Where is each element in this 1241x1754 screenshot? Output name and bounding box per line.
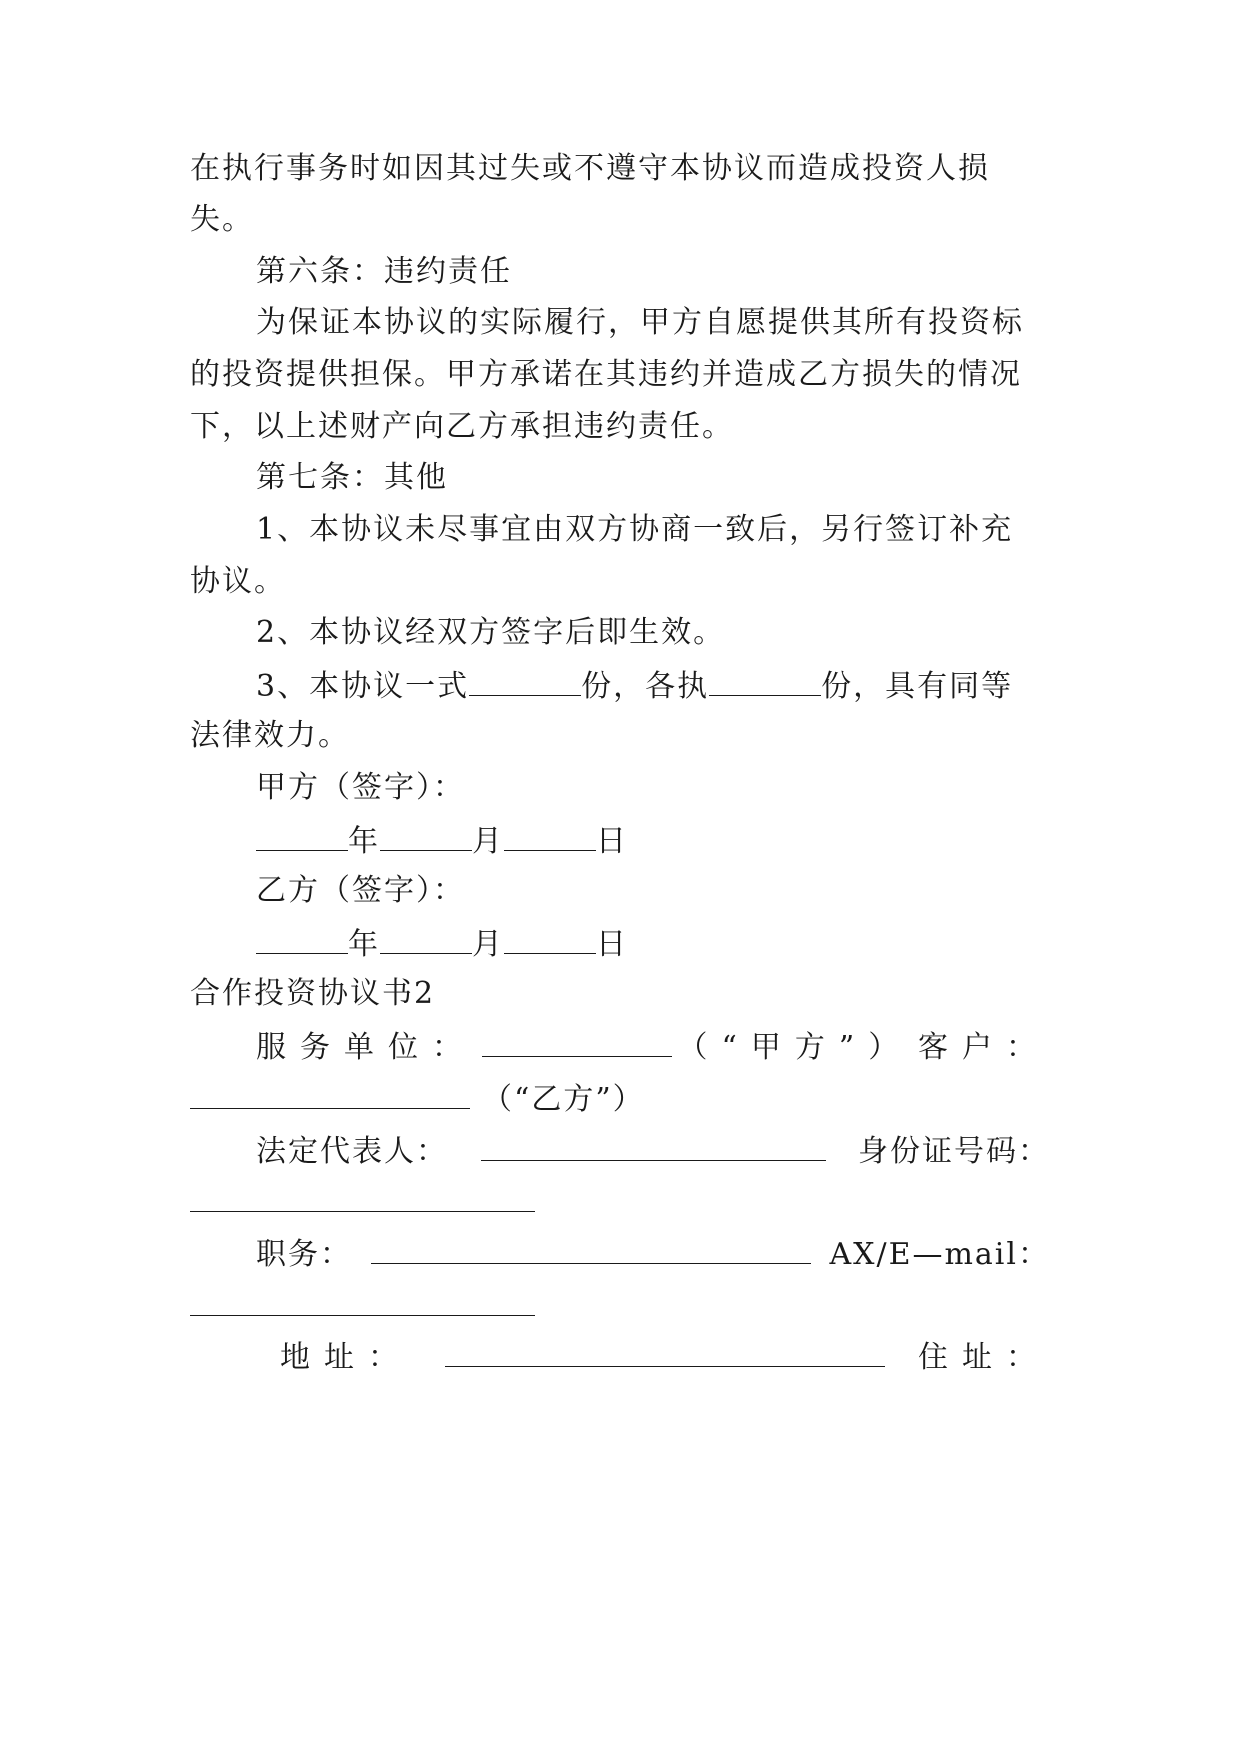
legal-rep-blank[interactable] xyxy=(481,1130,826,1161)
month-label: 月 xyxy=(472,824,504,859)
article-6-text: 的投资提供担保。甲方承诺在其违约并造成乙方损失的情况 xyxy=(190,357,1022,392)
address-blank[interactable] xyxy=(445,1336,885,1367)
client-row xyxy=(190,1078,1050,1120)
copies-total-blank[interactable] xyxy=(469,665,581,696)
client-blank[interactable] xyxy=(190,1078,470,1109)
article-6-text: 为保证本协议的实际履行，甲方自愿提供其所有投资标 xyxy=(256,305,1024,340)
service-unit-label: 服务单位： xyxy=(256,1030,476,1065)
id-number-row xyxy=(190,1181,1050,1223)
year-blank[interactable] xyxy=(256,820,348,851)
service-unit-blank[interactable] xyxy=(482,1026,672,1057)
party-b-signature: 乙方（签字）： xyxy=(256,873,465,908)
month-label: 月 xyxy=(472,927,504,962)
article-7-item-1: 1、本协议未尽事宜由双方协商一致后，另行签订补充 xyxy=(256,512,1014,547)
article-7-title: 第七条：其他 xyxy=(256,460,448,495)
fax-email-label: AX/E—mail： xyxy=(829,1237,1050,1272)
year-label: 年 xyxy=(348,927,380,962)
article-7-item-3: 法律效力。 xyxy=(190,718,350,753)
id-number-blank[interactable] xyxy=(190,1181,535,1212)
service-unit-row xyxy=(256,1026,1050,1068)
item-3-text: 份，各执 xyxy=(581,669,710,704)
document-2-title: 合作投资协议书2 xyxy=(190,976,436,1011)
position-label: 职务： xyxy=(256,1237,352,1272)
client-label: 客户： xyxy=(917,1030,1050,1065)
article-7-item-1: 协议。 xyxy=(190,564,286,599)
day-label: 日 xyxy=(596,824,628,859)
legal-rep-label: 法定代表人： xyxy=(256,1134,448,1169)
fax-email-blank[interactable] xyxy=(190,1285,535,1316)
article-6-title: 第六条：违约责任 xyxy=(256,254,512,289)
clause-text-line: 在执行事务时如因其过失或不遵守本协议而造成投资人损 xyxy=(190,151,990,186)
item-3-text: 份，具有同等 xyxy=(821,669,1014,704)
year-label: 年 xyxy=(348,824,380,859)
party-b-quote: （“乙方”） xyxy=(482,1082,645,1117)
party-a-date xyxy=(256,820,1050,862)
address-row xyxy=(280,1336,1050,1378)
fax-email-row xyxy=(190,1285,1050,1327)
party-a-signature: 甲方（签字）： xyxy=(256,770,465,805)
party-a-quote: （“甲方”） xyxy=(677,1030,913,1065)
id-number-label: 身份证号码： xyxy=(858,1134,1050,1169)
position-row xyxy=(256,1233,1050,1275)
day-blank[interactable] xyxy=(504,820,596,851)
month-blank[interactable] xyxy=(380,820,472,851)
article-6-text: 下，以上述财产向乙方承担违约责任。 xyxy=(190,409,734,444)
copies-each-blank[interactable] xyxy=(709,665,821,696)
party-b-date xyxy=(256,923,1050,965)
day-label: 日 xyxy=(596,927,628,962)
residence-label: 住址： xyxy=(918,1340,1050,1375)
item-3-text: 3、本协议一式 xyxy=(256,669,470,704)
month-blank[interactable] xyxy=(380,923,472,954)
day-blank[interactable] xyxy=(504,923,596,954)
article-7-item-3 xyxy=(256,665,1050,707)
clause-text-line: 失。 xyxy=(190,202,254,237)
year-blank[interactable] xyxy=(256,923,348,954)
legal-rep-row xyxy=(256,1130,1050,1172)
address-label: 地址： xyxy=(280,1340,412,1375)
position-blank[interactable] xyxy=(371,1233,811,1264)
article-7-item-2: 2、本协议经双方签字后即生效。 xyxy=(256,615,726,650)
